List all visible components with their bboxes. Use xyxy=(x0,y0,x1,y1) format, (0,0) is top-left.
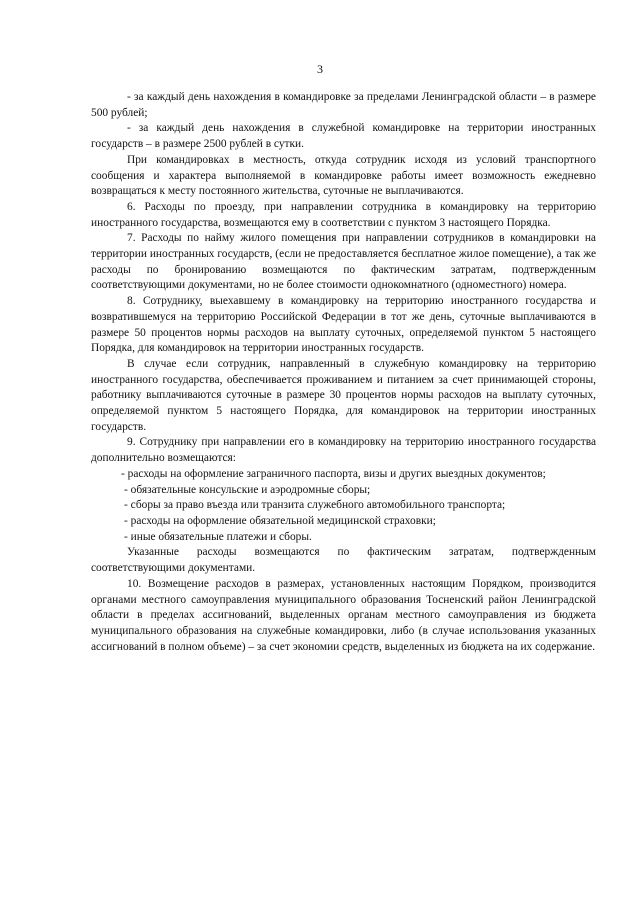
document-body xyxy=(91,90,596,655)
paragraph-item-7: 7. Расходы по найму жилого помещения при направлении сотрудников в командировки на территории иностранных государств, (если не предоставляется бесплатное жилое помещение), а так же расходы по бронированию возмещаются по фактическим затратам, подтвержденным соответствующими документами, но не более стоимости однокомнатного (одноместного) номера. xyxy=(91,232,596,292)
paragraph-item-10: 10. Возмещение расходов в размерах, установленных настоящим Порядком, производится органами местного самоуправления муниципального образования Тосненский район Ленинградской области в пределах ассигнований, выделенных органам местного самоуправления из бюджета муниципального образования на служебные командировки, либо (в случае использования указанных ассигнований в полном объеме) – за счет экономии средств, выделенных из бюджета на их содержание. xyxy=(91,577,596,653)
list-item-medical-insurance: - расходы на оформление обязательной медицинской страховки; xyxy=(124,514,436,527)
paragraph-item-9: 9. Сотруднику при направлении его в командировку на территорию иностранного государства дополнительно возмещаются: xyxy=(91,436,596,465)
page-number: 3 xyxy=(317,62,323,76)
list-item-other-payments: - иные обязательные платежи и сборы. xyxy=(124,530,312,543)
paragraph-reimbursement-basis: Указанные расходы возмещаются по фактическим затратам, подтвержденным соответствующими документами. xyxy=(91,546,596,575)
paragraph-item-8: 8. Сотруднику, выехавшему в командировку на территорию иностранного государства и возвратившемуся на территорию Российской Федерации в тот же день, суточные выплачиваются в размере 50 процентов нормы расходов на выплату суточных, определяемой пунктом 5 настоящего Порядка, для командировок на территории иностранных государств. xyxy=(91,295,596,355)
paragraph-item-6: 6. Расходы по проезду, при направлении сотрудника в командировку на территорию иностранного государства, возмещаются ему в соответствии с пунктом 3 настоящего Порядка. xyxy=(91,200,596,229)
list-item-vehicle-entry-fees: - сборы за право въезда или транзита служебного автомобильного транспорта; xyxy=(124,499,506,512)
list-item-passport-visa: - расходы на оформление заграничного паспорта, визы и других выездных документов; xyxy=(121,467,546,480)
paragraph-daily-allowance-abroad: - за каждый день нахождения в служебной командировке на территории иностранных государств – в размере 2500 рублей в сутки. xyxy=(91,122,596,151)
paragraph-daily-allowance-region: - за каждый день нахождения в командировке за пределами Ленинградской области – в размере 500 рублей; xyxy=(91,91,596,119)
list-item-consular-fees: - обязательные консульские и аэродромные сборы; xyxy=(124,483,371,496)
paragraph-no-daily-allowance: При командировках в местность, откуда сотрудник исходя из условий транспортного сообщения и характера выполняемой в командировке работы имеет возможность ежедневно возвращаться к месту постоянного жительства, суточные не выплачиваются. xyxy=(91,153,596,198)
paragraph-item-8-continued: В случае если сотрудник, направленный в служебную командировку на территорию иностранного государства, обеспечивается проживанием и питанием за счет принимающей стороны, работнику выплачиваются суточные в размере 30 процентов нормы расходов на выплату суточных, определяемой пунктом 5 настоящего Порядка, для командировок на территории иностранных государств. xyxy=(91,357,596,433)
